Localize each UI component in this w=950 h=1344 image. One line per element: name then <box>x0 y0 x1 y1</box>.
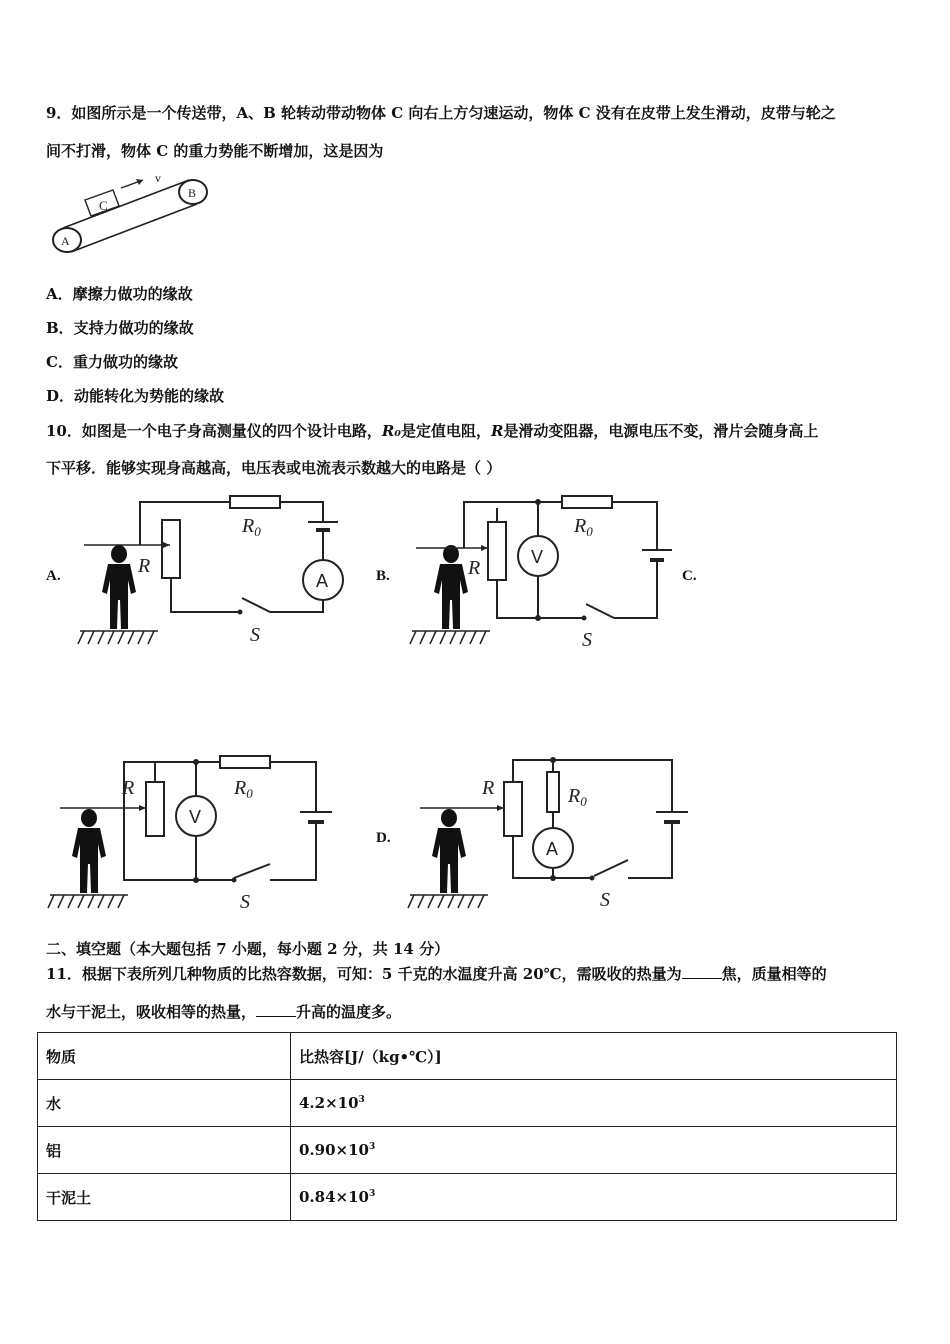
rheostat-d <box>504 782 522 836</box>
q11-line1-post: 焦，质量相等的 <box>721 965 827 983</box>
q10-label-b: B. <box>376 568 390 584</box>
fixed-resistor-b <box>562 496 612 508</box>
voltmeter-b-label: V <box>531 547 544 567</box>
table-cell-value <box>291 1080 897 1127</box>
ground-c <box>48 895 128 908</box>
switch-c <box>234 864 270 878</box>
slider-arrow-a <box>163 542 170 548</box>
q9-option-b: B．支持力做功的缘故 <box>46 319 194 337</box>
q11-stem-line2 <box>46 1001 401 1022</box>
q11-stem-line1 <box>46 963 827 984</box>
value-base: 4.2×10 <box>299 1094 359 1112</box>
conveyor-belt-figure <box>45 168 215 258</box>
q10-stem-post: 是滑动变阻器，电源电压不变，滑片会随身高上 <box>503 422 819 440</box>
ammeter-d-label: A <box>546 839 559 859</box>
table-header-substance: 物质 <box>38 1033 291 1080</box>
q10-stem-pre: 10．如图是一个电子身高测量仪的四个设计电路， <box>46 422 382 440</box>
q10-label-a: A. <box>46 568 61 584</box>
table-cell-substance: 干泥土 <box>38 1174 291 1221</box>
fixed-resistor-d-label <box>567 785 587 809</box>
r0-sub-a: 0 <box>254 524 261 539</box>
table-header-row <box>38 1033 897 1080</box>
voltmeter-c-label: V <box>189 807 202 827</box>
value-exponent: 3 <box>368 1142 376 1152</box>
person-d-icon <box>432 809 466 893</box>
table-row <box>38 1080 897 1127</box>
rheostat-a <box>162 520 180 578</box>
belt-top <box>63 180 189 228</box>
table-cell-substance: 铝 <box>38 1127 291 1174</box>
fixed-resistor-d <box>547 772 559 812</box>
q10-label-c: C. <box>682 568 697 584</box>
circuit-c <box>40 752 340 917</box>
q10-stem-line1 <box>46 420 818 441</box>
q9-option-c: C．重力做功的缘故 <box>46 353 178 371</box>
q11-blank-1[interactable] <box>682 964 722 979</box>
switch-a <box>242 598 270 612</box>
fixed-resistor-c-label <box>233 777 253 801</box>
value-exponent: 3 <box>368 1189 376 1199</box>
table-header-specific-heat: 比热容[J/（kg•℃）] <box>291 1033 897 1080</box>
switch-d <box>594 860 628 876</box>
q10-label-d: D. <box>376 830 391 846</box>
wheel-b-label: B <box>188 186 197 200</box>
table-cell-value <box>291 1127 897 1174</box>
ammeter-a-label: A <box>316 571 329 591</box>
ground-a <box>78 631 158 644</box>
slider-arrow-d <box>497 805 504 811</box>
fixed-resistor-a <box>230 496 280 508</box>
rheostat-b-label: R <box>468 557 481 579</box>
switch-b <box>586 604 614 618</box>
q9-option-d: D．动能转化为势能的缘故 <box>46 387 225 405</box>
fixed-resistor-b-label <box>573 515 593 539</box>
person-c-icon <box>72 809 106 893</box>
switch-d-label: S <box>600 889 610 911</box>
wheel-a-label: A <box>61 234 70 248</box>
person-b-icon <box>434 545 468 629</box>
table-row <box>38 1127 897 1174</box>
fixed-resistor-a-label <box>241 515 261 539</box>
circuit-b <box>402 488 682 653</box>
q10-stem-line2: 下平移．能够实现身高越高，电压表或电流表示数越大的电路是（ ） <box>46 459 502 477</box>
r0-letter-b: R <box>574 515 587 537</box>
q11-line1-pre: 11．根据下表所列几种物质的比热容数据，可知：5 千克的水温度升高 20℃，需吸收的热量为 <box>46 965 682 983</box>
velocity-label: v <box>155 171 161 185</box>
rheostat-b <box>488 522 506 580</box>
switch-b-label: S <box>582 629 592 651</box>
specific-heat-table <box>37 1032 897 1221</box>
ground-d <box>408 895 488 908</box>
r0-sub-c: 0 <box>246 786 253 801</box>
rheostat-d-label: R <box>482 777 495 799</box>
value-exponent: 3 <box>358 1095 365 1105</box>
circuit-a <box>70 488 360 653</box>
q9-stem-line1: 9．如图所示是一个传送带，A、B 轮转动带动物体 C 向右上方匀速运动，物体 C 没有在皮带上发生滑动，皮带与轮之 <box>46 104 836 122</box>
section2-heading: 二、填空题（本大题包括 7 小题，每小题 2 分，共 14 分） <box>46 940 450 958</box>
value-base: 0.90×10 <box>299 1141 369 1159</box>
rheostat-c <box>146 782 164 836</box>
fixed-resistor-c <box>220 756 270 768</box>
q11-line2-post: 升高的温度多。 <box>296 1003 402 1021</box>
q10-r0-symbol: R₀ <box>381 422 401 440</box>
r0-letter-d: R <box>568 785 581 807</box>
value-base: 0.84×10 <box>299 1188 369 1206</box>
rheostat-c-label: R <box>122 777 135 799</box>
table-cell-substance: 水 <box>38 1080 291 1127</box>
r0-sub-d: 0 <box>580 794 587 809</box>
switch-a-label: S <box>250 624 260 646</box>
q11-blank-2[interactable] <box>256 1002 296 1017</box>
r0-letter-c: R <box>234 777 247 799</box>
r0-letter-a: R <box>242 515 255 537</box>
slider-arrow-c <box>139 805 146 811</box>
switch-c-label: S <box>240 891 250 913</box>
ground-b <box>410 631 490 644</box>
person-a-icon <box>102 545 136 629</box>
q9-option-a: A．摩擦力做功的缘故 <box>46 285 193 303</box>
block-c-label: C <box>99 198 108 213</box>
table-row <box>38 1174 897 1221</box>
q11-line2-pre: 水与干泥土，吸收相等的热量， <box>46 1003 257 1021</box>
q10-r-symbol: R <box>490 422 504 440</box>
table-cell-value <box>291 1174 897 1221</box>
rheostat-a-label: R <box>138 555 151 577</box>
circuit-d <box>400 752 700 917</box>
q9-stem-line2: 间不打滑，物体 C 的重力势能不断增加，这是因为 <box>46 142 384 160</box>
slider-arrow-b <box>481 545 488 551</box>
q10-stem-mid: 是定值电阻， <box>400 422 491 440</box>
r0-sub-b: 0 <box>586 524 593 539</box>
